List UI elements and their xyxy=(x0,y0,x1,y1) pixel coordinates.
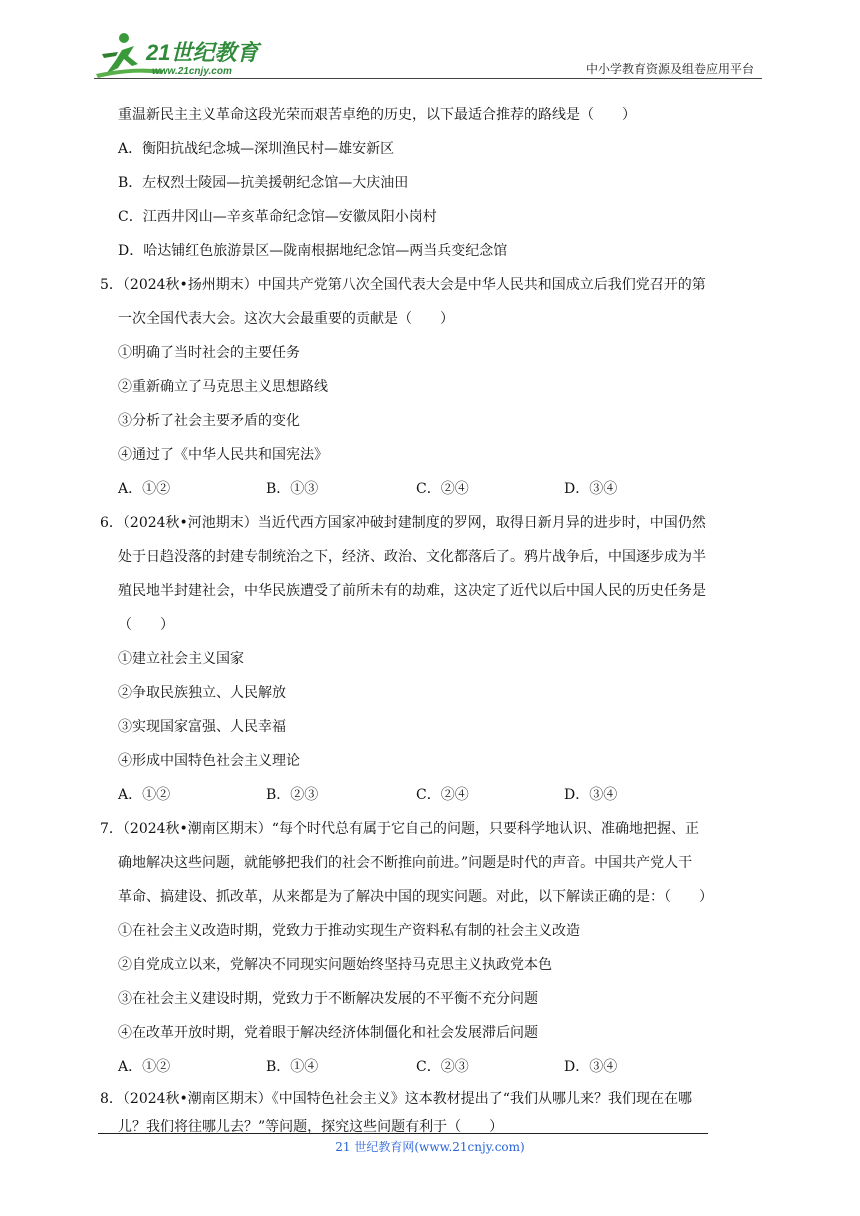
svg-text:www.21cnjy.com: www.21cnjy.com xyxy=(152,66,232,77)
footer-link[interactable]: 21 世纪教育网(www.21cnjy.com) xyxy=(335,1140,525,1154)
option-a: A．①② xyxy=(118,1059,171,1075)
statement: ③分析了社会主要矛盾的变化 xyxy=(118,413,300,429)
site-logo xyxy=(94,30,264,80)
option-b: B．①③ xyxy=(266,481,319,497)
question-5-stem: 5．（2024秋•扬州期末）中国共产党第八次全国代表大会是中华人民共和国成立后我们党召开的第 xyxy=(100,277,706,293)
option-c: C．②③ xyxy=(416,1059,469,1075)
option-d: D．③④ xyxy=(564,1059,618,1075)
statement: ①明确了当时社会的主要任务 xyxy=(118,345,300,361)
platform-name: 中小学教育资源及组卷应用平台 xyxy=(585,62,754,76)
question-6-stem-cont: 殖民地半封建社会，中华民族遭受了前所未有的劫难，这决定了近代以后中国人民的历史任务是 xyxy=(118,583,706,599)
statement: ②自党成立以来，党解决不同现实问题始终坚持马克思主义执政党本色 xyxy=(118,957,552,973)
option-d: D．③④ xyxy=(564,787,618,803)
question-7-stem: 7．（2024秋•潮南区期末）“每个时代总有属于它自己的问题，只要科学地认识、准确地把握、正 xyxy=(100,821,699,837)
question-8-stem-cont: 儿？我们将往哪儿去？”等问题，探究这些问题有利于（ ） xyxy=(118,1119,504,1135)
statement: ②重新确立了马克思主义思想路线 xyxy=(118,379,328,395)
choice-b: B．左权烈士陵园—抗美援朝纪念馆—大庆油田 xyxy=(118,175,409,191)
option-b: B．①④ xyxy=(266,1059,319,1075)
question-7-stem-cont: 革命、搞建设、抓改革，从来都是为了解决中国的现实问题。对此，以下解读正确的是：（ ） xyxy=(118,889,713,905)
option-b: B．②③ xyxy=(266,787,319,803)
option-a: A．①② xyxy=(118,481,171,497)
header-rule xyxy=(94,78,762,79)
statement: ①在社会主义改造时期，党致力于推动实现生产资料私有制的社会主义改造 xyxy=(118,923,580,939)
choice-c: C．江西井冈山—辛亥革命纪念馆—安徽凤阳小岗村 xyxy=(118,209,437,225)
choice-a: A．衡阳抗战纪念城—深圳渔民村—雄安新区 xyxy=(118,141,395,157)
page-header xyxy=(94,30,762,82)
question-6-stem-cont: 处于日趋没落的封建专制统治之下，经济、政治、文化都落后了。鸦片战争后，中国逐步成为半 xyxy=(118,549,706,565)
statement: ③在社会主义建设时期，党致力于不断解决发展的不平衡不充分问题 xyxy=(118,991,538,1007)
question-6-stem-cont: （ ） xyxy=(118,617,174,633)
statement: ②争取民族独立、人民解放 xyxy=(118,685,286,701)
option-c: C．②④ xyxy=(416,787,469,803)
statement: ④在改革开放时期，党着眼于解决经济体制僵化和社会发展滞后问题 xyxy=(118,1025,538,1041)
option-c: C．②④ xyxy=(416,481,469,497)
statement: ③实现国家富强、人民幸福 xyxy=(118,719,286,735)
statement: ④通过了《中华人民共和国宪法》 xyxy=(118,447,328,463)
choice-d: D．哈达铺红色旅游景区—陇南根据地纪念馆—两当兵变纪念馆 xyxy=(118,243,508,259)
statement: ①建立社会主义国家 xyxy=(118,651,244,667)
option-a: A．①② xyxy=(118,787,171,803)
footer-rule xyxy=(98,1133,708,1134)
option-d: D．③④ xyxy=(564,481,618,497)
question-6-stem: 6．（2024秋•河池期末）当近代西方国家冲破封建制度的罗网，取得日新月异的进步时，中国仍然 xyxy=(100,515,706,531)
question-8-stem: 8．（2024秋•潮南区期末）《中国特色社会主义》这本教材提出了“我们从哪儿来？我们现在在哪 xyxy=(100,1091,692,1107)
statement: ④形成中国特色社会主义理论 xyxy=(118,753,300,769)
svg-text:21世纪教育: 21世纪教育 xyxy=(146,40,259,65)
question-5-stem-cont: 一次全国代表大会。这次大会最重要的贡献是（ ） xyxy=(118,311,454,327)
question-text: 重温新民主主义革命这段光荣而艰苦卓绝的历史，以下最适合推荐的路线是（ ） xyxy=(118,107,636,123)
question-7-stem-cont: 确地解决这些问题，就能够把我们的社会不断推向前进。”问题是时代的声音。中国共产党人干 xyxy=(118,855,693,871)
